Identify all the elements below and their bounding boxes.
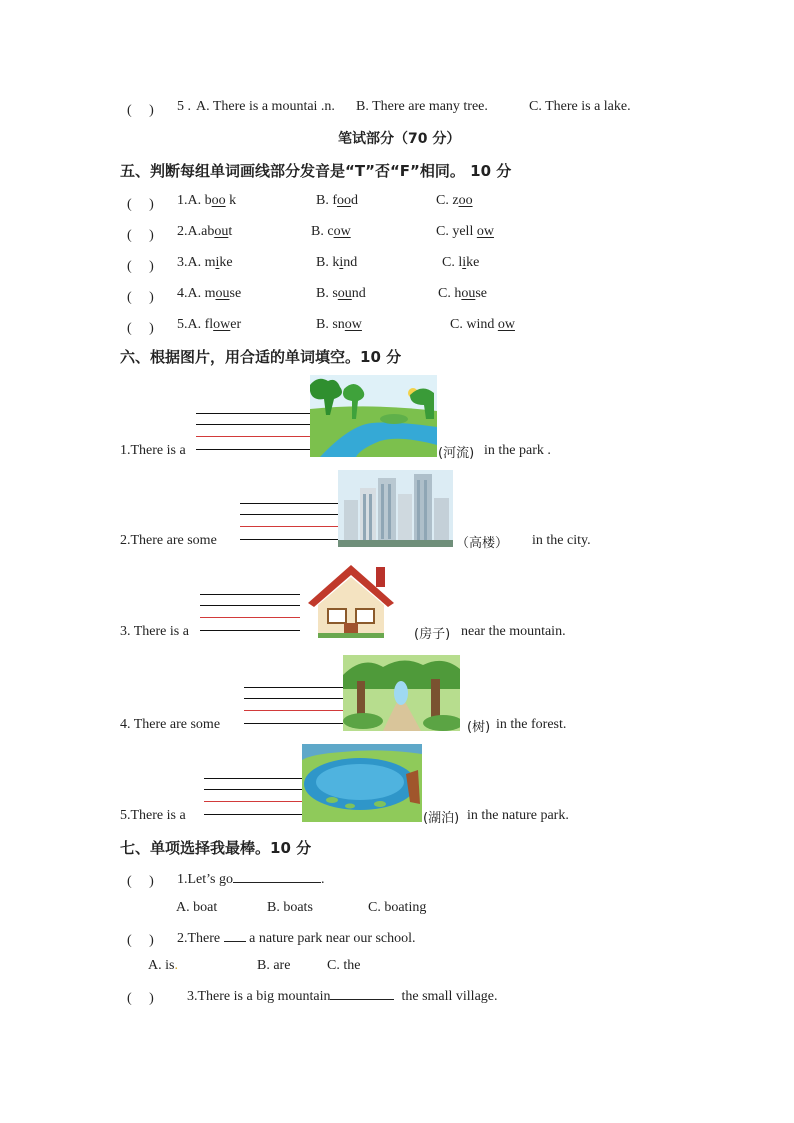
- writing-lines-2[interactable]: [240, 503, 340, 543]
- chinese-hint-3: (房子): [414, 627, 451, 642]
- underlined-letters: ow: [476, 224, 494, 239]
- word-option-a: 5.A. flower: [177, 317, 242, 332]
- word-option-b: B. snow: [316, 317, 362, 332]
- house-picture: [304, 561, 398, 639]
- fill-text-4: 4. There are some: [120, 717, 221, 732]
- word-option-b: B. kind: [316, 255, 358, 270]
- underlined-letters: ow: [333, 224, 351, 239]
- option-b: B. There are many tree.: [356, 99, 488, 114]
- section-6-title: 六、根据图片，用合适的单词填空。10 分: [120, 348, 402, 366]
- underlined-letters: oo: [458, 193, 473, 208]
- chinese-hint-1: (河流): [438, 446, 475, 461]
- underlined-letters: i: [339, 255, 344, 270]
- fill-text-2: 2.There are some: [120, 533, 217, 548]
- answer-paren[interactable]: ( ): [127, 259, 154, 274]
- fill-text-3: 3. There is a: [120, 624, 189, 639]
- writing-lines-1[interactable]: [196, 413, 312, 453]
- chinese-hint-5: (湖泊): [423, 811, 460, 826]
- question-number: 5 .: [177, 99, 191, 114]
- underlined-letters: oo: [337, 193, 351, 208]
- question-3-text: 3.There is a big mountain the small village.: [187, 989, 498, 1004]
- word-option-c: C. wind ow: [450, 317, 515, 332]
- q2-option-c: C. the: [327, 958, 361, 973]
- answer-paren[interactable]: ( ): [127, 103, 154, 118]
- underlined-letters: ow: [344, 317, 362, 332]
- answer-paren[interactable]: ( ): [127, 874, 154, 889]
- option-c: C. There is a lake.: [529, 99, 631, 114]
- answer-paren[interactable]: ( ): [127, 197, 154, 212]
- word-option-a: 2.A.about: [177, 224, 233, 239]
- fill-text-5-end: in the nature park.: [467, 808, 569, 823]
- word-option-c: C. yell ow: [436, 224, 494, 239]
- answer-paren[interactable]: ( ): [127, 228, 154, 243]
- answer-paren[interactable]: ( ): [127, 290, 154, 305]
- fill-text-2-end: in the city.: [532, 533, 591, 548]
- section-5-title: 五、判断每组单词画线部分发音是“T”否“F”相同。 10 分: [120, 162, 512, 180]
- q2-option-b: B. are: [257, 958, 291, 973]
- underlined-letters: ow: [497, 317, 515, 332]
- river-picture: [310, 375, 437, 457]
- writing-lines-5[interactable]: [204, 778, 304, 818]
- writing-lines-3[interactable]: [200, 594, 300, 634]
- underlined-letters: i: [462, 255, 467, 270]
- answer-paren[interactable]: ( ): [127, 321, 154, 336]
- underlined-letters: ou: [337, 286, 352, 301]
- underlined-letters: ou: [215, 286, 230, 301]
- answer-paren[interactable]: ( ): [127, 991, 154, 1006]
- fill-text-1-end: in the park .: [484, 443, 551, 458]
- chinese-hint-2: （高楼）: [456, 536, 509, 551]
- lake-picture: [302, 744, 422, 822]
- underlined-letters: ou: [214, 224, 229, 239]
- word-option-b: B. cow: [311, 224, 351, 239]
- question-1-text: 1.Let’s go .: [177, 872, 325, 887]
- forest-picture: [343, 655, 460, 731]
- underlined-letters: ow: [213, 317, 231, 332]
- word-option-a: 3.A. mike: [177, 255, 233, 270]
- underlined-letters: oo: [211, 193, 226, 208]
- q1-option-b: B. boats: [267, 900, 313, 915]
- fill-text-1: 1.There is a: [120, 443, 186, 458]
- word-option-b: B. food: [316, 193, 358, 208]
- q1-option-c: C. boating: [368, 900, 427, 915]
- q2-option-a: A. is.: [148, 958, 178, 973]
- writing-lines-4[interactable]: [244, 687, 344, 727]
- question-2-text: 2.There a nature park near our school.: [177, 931, 416, 946]
- option-a: A. There is a mountai .n.: [196, 99, 335, 114]
- answer-paren[interactable]: ( ): [127, 933, 154, 948]
- q1-option-a: A. boat: [176, 900, 218, 915]
- underlined-letters: ou: [461, 286, 476, 301]
- fill-text-3-end: near the mountain.: [461, 624, 566, 639]
- written-section-title: 笔试部分（70 分）: [338, 131, 461, 147]
- word-option-a: 1.A. boo k: [177, 193, 237, 208]
- underlined-letters: i: [215, 255, 220, 270]
- buildings-picture: [338, 470, 453, 547]
- word-option-a: 4.A. mouse: [177, 286, 242, 301]
- fill-text-4-end: in the forest.: [496, 717, 567, 732]
- word-option-c: C. like: [442, 255, 480, 270]
- section-7-title: 七、单项选择我最棒。10 分: [120, 839, 312, 857]
- word-option-b: B. sound: [316, 286, 366, 301]
- word-option-c: C. zoo: [436, 193, 473, 208]
- chinese-hint-4: (树): [467, 720, 491, 735]
- fill-text-5: 5.There is a: [120, 808, 186, 823]
- word-option-c: C. house: [438, 286, 488, 301]
